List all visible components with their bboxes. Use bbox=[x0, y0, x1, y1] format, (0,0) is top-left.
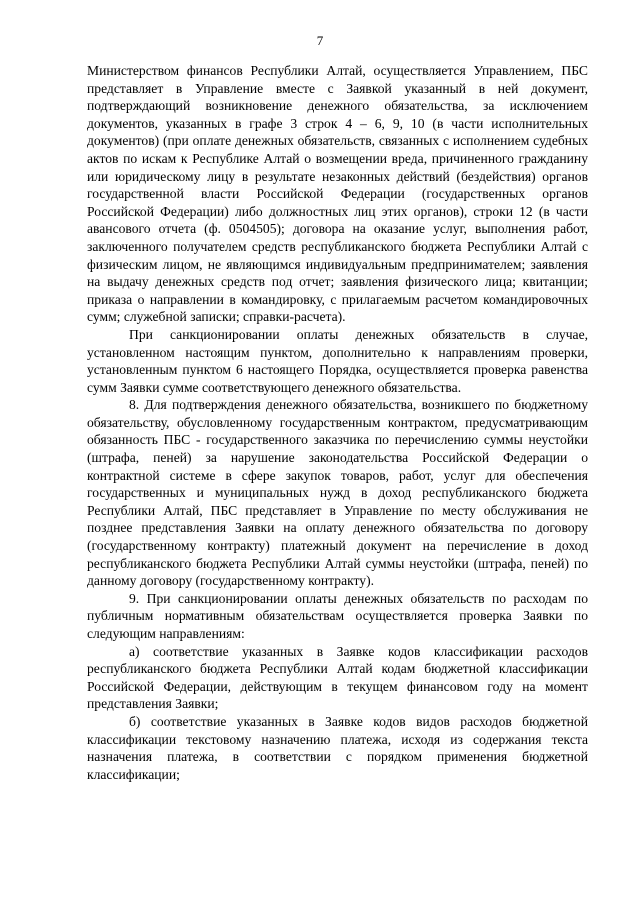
page-number: 7 bbox=[316, 33, 324, 48]
paragraph-sanction-check: При санкционировании оплаты денежных обязательств в случае, установленном настоящим пунктом, дополнительно к направлениям проверки, установленным пунктом 6 настоящего Порядка, осуществляется проверка равенства сумм Заявки сумме соответствующего денежного обязательства. bbox=[87, 326, 588, 395]
paragraph-item-9b: б) соответствие указанных в Заявке кодов видов расходов бюджетной классификации текстовому назначению платежа, исходя из содержания текста назначения платежа, в соответствии с порядком применения бюджетной классификации; bbox=[87, 713, 588, 782]
paragraph-item-8: 8. Для подтверждения денежного обязательства, возникшего по бюджетному обязательству, обусловленному государственным контрактом, предусматривающим обязанность ПБС - государственного заказчика по перечислению суммы неустойки (штрафа, пеней) за нарушение законодательства Российской Федерации о контрактной системе в сфере закупок товаров, работ, услуг для обеспечения государственных и муниципальных нужд в доход республиканского бюджета Республики Алтай, ПБС представляет в Управление по месту обслуживания не позднее представления Заявки на оплату денежного обязательства по договору (государственному контракту) платежный документ на перечисление в доход республиканского бюджета Республики Алтай суммы неустойки (штрафа, пеней) по данному договору (государственному контракту). bbox=[87, 397, 588, 589]
paragraph-item-9a: а) соответствие указанных в Заявке кодов классификации расходов республиканского бюджета Республики Алтай кодам бюджетной классификации Российской Федерации, действующим в текущем финансовом году на момент представления Заявки; bbox=[87, 643, 588, 712]
paragraph-continuation: Министерством финансов Республики Алтай, осуществляется Управлением, ПБС представляет в Управление вместе с Заявкой указанный в ней документ, подтверждающий возникновение денежного обязательства, за исключением документов, указанных в графе 3 строк 4 – 6, 9, 10 (в части исполнительных документов) (при оплате денежных обязательств, связанных с исполнением судебных актов по искам к Республике Алтай о возмещении вреда, причиненного гражданину или юридическому лицу в результате незаконных действий (бездействия) органов государственной власти Российской Федерации (государственных органов Российской Федерации) либо должностных лиц этих органов), строки 12 (в части авансового отчета (ф. 0504505); договора на оказание услуг, выполнения работ, заключенного получателем средств республиканского бюджета Республики Алтай с физическим лицом, не являющимся индивидуальным предпринимателем; заявления на выдачу денежных средств под отчет; заявления физического лица; квитанции; приказа о направлении в командировку, с прилагаемым расчетом командировочных сумм; служебной записки; справки-расчета). bbox=[87, 63, 588, 325]
document-body bbox=[87, 62, 588, 783]
paragraph-item-9: 9. При санкционировании оплаты денежных обязательств по расходам по публичным нормативным обязательствам осуществляется проверка Заявки по следующим направлениям: bbox=[87, 590, 588, 641]
